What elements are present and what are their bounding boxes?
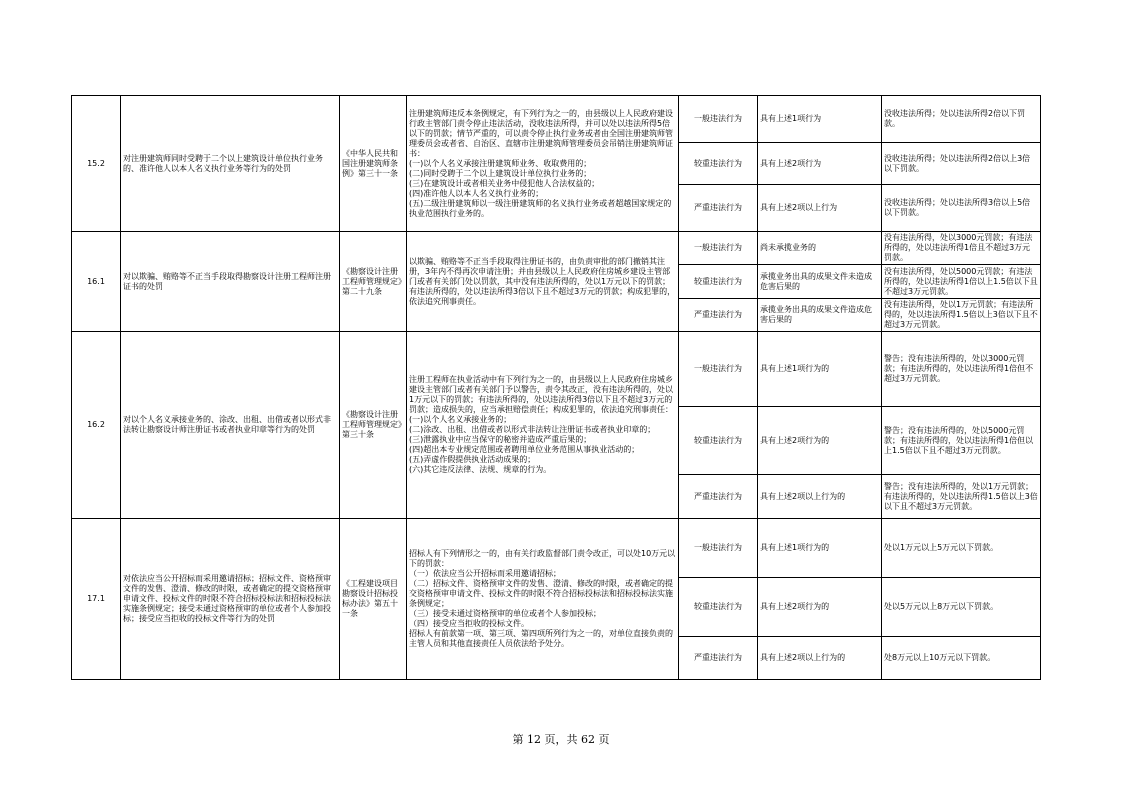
clause-line: (六)其它违反法律、法规、规章的行为。	[409, 465, 552, 474]
penalty-standard: 没收违法所得；处以违法所得2倍以下罚款。	[882, 96, 1041, 143]
violation-level: 一般违法行为	[679, 96, 758, 143]
page-footer: 第 12 页，共 62 页	[512, 733, 610, 746]
legal-clause	[407, 96, 679, 232]
violation-circumstance: 尚未承揽业务的	[758, 232, 882, 265]
table-row	[72, 332, 1041, 407]
violation-level: 严重违法行为	[679, 475, 758, 519]
violation-circumstance: 具有上述2项以上行为	[758, 185, 882, 232]
clause-line: (一)以个人名义承接注册建筑师业务、收取费用的；	[409, 158, 592, 168]
penalty-standard: 没有违法所得，处以1万元罚款；有违法所得的，处以违法所得1.5倍以上3倍以下且不超过3万元罚款。	[882, 299, 1041, 332]
violation-circumstance: 具有上述2项以上行为的	[758, 637, 882, 680]
clause-line: （二）招标文件、资格预审文件的发售、澄清、修改的时限，或者确定的提交资格预审申请文件、投标文件的时限不符合招标投标法和招标投标法实施条例规定；	[409, 579, 673, 608]
violation-circumstance: 具有上述1项行为的	[758, 519, 882, 578]
violation-circumstance: 具有上述1项行为	[758, 96, 882, 143]
item-number: 16.1	[72, 232, 121, 332]
penalty-standard: 没收违法所得；处以违法所得3倍以上5倍以下罚款。	[882, 185, 1041, 232]
clause-line: 招标人有下列情形之一的，由有关行政监督部门责令改正，可以处10万元以下的罚款：	[409, 549, 676, 568]
violation-circumstance: 具有上述2项行为的	[758, 407, 882, 475]
legal-basis: 《勘察设计注册工程师管理规定》第二十九条	[340, 232, 407, 332]
table-row	[72, 96, 1041, 143]
clause-line: (一)以个人名义承接业务的；	[409, 415, 512, 424]
clause-line: (三)泄露执业中应当保守的秘密并造成严重后果的；	[409, 435, 592, 444]
item-number: 16.2	[72, 332, 121, 519]
item-number: 15.2	[72, 96, 121, 232]
violation-circumstance: 具有上述2项以上行为的	[758, 475, 882, 519]
item-number: 17.1	[72, 519, 121, 680]
violation-level: 一般违法行为	[679, 519, 758, 578]
clause-line: (五)二级注册建筑师以一级注册建筑师的名义执行业务或者超越国家规定的执业范围执行业务的。	[409, 198, 672, 218]
table-row	[72, 519, 1041, 578]
legal-clause	[407, 519, 679, 680]
clause-line: (二)涂改、出租、出借或者以形式非法转让注册证书或者执业印章的；	[409, 425, 656, 434]
violation-level: 严重违法行为	[679, 637, 758, 680]
clause-line: (五)弄虚作假提供执业活动成果的；	[409, 455, 536, 464]
legal-basis: 《中华人民共和国注册建筑师条例》第三十一条	[340, 96, 407, 232]
legal-basis: 《勘察设计注册工程师管理规定》第三十条	[340, 332, 407, 519]
clause-line: （四）接受应当拒收的投标文件。	[409, 619, 529, 628]
penalty-standard: 警告；没有违法所得的，处以1万元罚款；有违法所得的，处以违法所得1.5倍以上3倍以下且不超过3万元罚款。	[882, 475, 1041, 519]
violation-level: 较重违法行为	[679, 407, 758, 475]
penalty-standard: 警告；没有违法所得的，处以3000元罚款；有违法所得的，处以违法所得1倍但不超过3万元罚款。	[882, 332, 1041, 407]
table-row	[72, 232, 1041, 265]
violation-item: 对以欺骗、贿赂等不正当手段取得勘察设计注册工程师注册证书的处罚	[121, 232, 340, 332]
penalty-standards-table	[71, 95, 1041, 680]
violation-level: 较重违法行为	[679, 265, 758, 299]
violation-item: 对以个人名义承接业务的、涂改、出租、出借或者以形式非法转让勘察设计师注册证书或者执业印章等行为的处罚	[121, 332, 340, 519]
violation-item: 对依法应当公开招标而采用邀请招标；招标文件、资格预审文件的发售、澄清、修改的时限，或者确定的提交资格预审申请文件、投标文件的时限不符合招标投标法和招标投标法实施条例规定；接受未通过资格预审的单位或者个人参加投标；接受应当拒收的投标文件等行为的处罚	[121, 519, 340, 680]
violation-level: 严重违法行为	[679, 299, 758, 332]
penalty-standard: 处8万元以上10万元以下罚款。	[882, 637, 1041, 680]
clause-line: 以欺骗、贿赂等不正当手段取得注册证书的，由负责审批的部门撤销其注册，3年内不得再次申请注册；并由县级以上人民政府住房城乡建设主管部门或者有关部门处以罚款，其中没有违法所得的，处以1万元以下的罚款；有违法所得的，处以违法所得3倍以下且不超过3万元的罚款；构成犯罪的，依法追究刑事责任。	[409, 256, 676, 306]
clause-line: （一）依法应当公开招标而采用邀请招标；	[409, 569, 561, 578]
clause-line: (四)准许他人以本人名义执行业务的；	[409, 188, 544, 198]
violation-circumstance: 具有上述2项行为	[758, 143, 882, 185]
table-body	[72, 96, 1041, 680]
legal-clause	[407, 232, 679, 332]
clause-line: (四)超出本专业规定范围或者聘用单位业务范围从事执业活动的；	[409, 445, 640, 454]
clause-line: (二)同时受聘于二个以上建筑设计单位执行业务的；	[409, 168, 592, 178]
penalty-standard: 处以1万元以上5万元以下罚款。	[882, 519, 1041, 578]
legal-clause	[407, 332, 679, 519]
violation-level: 较重违法行为	[679, 578, 758, 637]
clause-line: 注册建筑师违反本条例规定，有下列行为之一的，由县级以上人民政府建设行政主管部门责令停止违法活动，没收违法所得，并可以处以违法所得5倍以下的罚款；情节严重的，可以责令停止执行业务或者由全国注册建筑师管理委员会或者省、自治区、直辖市注册建筑师管理委员会吊销注册建筑师证书：	[409, 108, 673, 158]
violation-level: 较重违法行为	[679, 143, 758, 185]
violation-circumstance: 承揽业务出具的成果文件造成危害后果的	[758, 299, 882, 332]
violation-level: 一般违法行为	[679, 232, 758, 265]
violation-level: 一般违法行为	[679, 332, 758, 407]
penalty-standard: 没有违法所得，处以5000元罚款；有违法所得的，处以违法所得1倍以上1.5倍以下且不超过3万元罚款。	[882, 265, 1041, 299]
violation-item: 对注册建筑师同时受聘于二个以上建筑设计单位执行业务的、准许他人以本人名义执行业务等行为的处罚	[121, 96, 340, 232]
penalty-standard: 没收违法所得；处以违法所得2倍以上3倍以下罚款。	[882, 143, 1041, 185]
clause-line: （三）接受未通过资格预审的单位或者个人参加投标；	[409, 609, 601, 618]
penalty-standard: 没有违法所得，处以3000元罚款；有违法所得的，处以违法所得1倍且不超过3万元罚款。	[882, 232, 1041, 265]
violation-circumstance: 具有上述1项行为的	[758, 332, 882, 407]
clause-line: (三)在建筑设计或者相关业务中侵犯他人合法权益的；	[409, 178, 600, 188]
clause-line: 招标人有前款第一项、第三项、第四项所列行为之一的，对单位直接负责的主管人员和其他直接责任人员依法给予处分。	[409, 629, 673, 648]
violation-level: 严重违法行为	[679, 185, 758, 232]
legal-basis: 《工程建设项目勘察设计招标投标办法》第五十一条	[340, 519, 407, 680]
clause-line: 注册工程师在执业活动中有下列行为之一的，由县级以上人民政府住房城乡建设主管部门或者有关部门予以警告，责令其改正，没有违法所得的，处以1万元以下的罚款；有违法所得的，处以违法所得3倍以下且不超过3万元的罚款；造成损失的，应当承担赔偿责任；构成犯罪的，依法追究刑事责任：	[409, 375, 673, 414]
penalty-standard: 警告；没有违法所得的，处以5000元罚款；有违法所得的，处以违法所得1倍但以上1.5倍以下且不超过3万元罚款。	[882, 407, 1041, 475]
penalty-standard: 处以5万元以上8万元以下罚款。	[882, 578, 1041, 637]
violation-circumstance: 具有上述2项行为的	[758, 578, 882, 637]
violation-circumstance: 承揽业务出具的成果文件未造成危害后果的	[758, 265, 882, 299]
